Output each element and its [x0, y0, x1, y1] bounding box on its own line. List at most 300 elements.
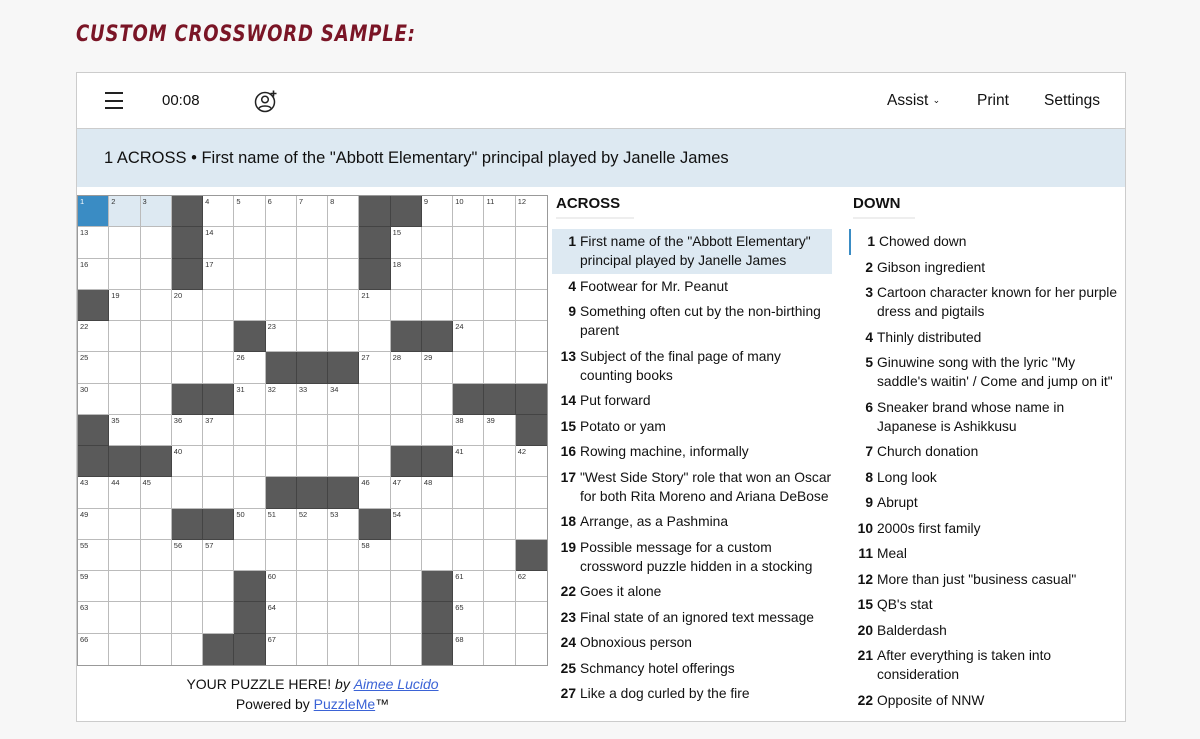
grid-cell[interactable]: [391, 227, 422, 258]
grid-cell[interactable]: [297, 321, 328, 352]
black-cell: [328, 352, 359, 383]
grid-cell[interactable]: [453, 259, 484, 290]
grid-cell[interactable]: [266, 415, 297, 446]
clue-number: 20: [857, 622, 873, 638]
grid-cell[interactable]: [78, 509, 109, 540]
clue-number: 4: [865, 329, 873, 345]
down-clue[interactable]: [849, 229, 1125, 255]
down-clue-list: [849, 195, 1125, 713]
down-clue[interactable]: [849, 516, 1125, 542]
cell-number: 32: [267, 384, 276, 394]
grid-cell[interactable]: [359, 571, 390, 602]
grid-cell[interactable]: [234, 196, 265, 227]
black-cell: [391, 196, 422, 227]
grid-cell[interactable]: [359, 602, 390, 633]
grid-cell[interactable]: [109, 602, 140, 633]
cell-number: 66: [80, 634, 89, 644]
grid-cell[interactable]: [453, 290, 484, 321]
grid-cell[interactable]: [172, 571, 203, 602]
grid-cell[interactable]: [78, 259, 109, 290]
grid-cell[interactable]: [234, 259, 265, 290]
grid-cell[interactable]: [516, 352, 547, 383]
black-cell: [516, 415, 547, 446]
grid-cell[interactable]: [516, 321, 547, 352]
grid-cell[interactable]: [172, 415, 203, 446]
grid-cell[interactable]: [141, 321, 172, 352]
across-clue[interactable]: [552, 681, 832, 707]
grid-cell[interactable]: [141, 259, 172, 290]
grid-cell[interactable]: [109, 259, 140, 290]
clue-text: Schmancy hotel offerings: [580, 660, 735, 676]
across-clue[interactable]: [552, 414, 832, 440]
grid-cell[interactable]: [141, 384, 172, 415]
grid-cell[interactable]: [391, 634, 422, 665]
grid-cell[interactable]: [328, 602, 359, 633]
grid-cell[interactable]: [391, 602, 422, 633]
grid-cell[interactable]: [78, 602, 109, 633]
grid-cell[interactable]: [391, 352, 422, 383]
grid-cell[interactable]: [453, 571, 484, 602]
grid-cell[interactable]: [453, 352, 484, 383]
grid-cell[interactable]: [328, 540, 359, 571]
grid-cell[interactable]: [391, 290, 422, 321]
grid-cell[interactable]: [203, 259, 234, 290]
down-clue[interactable]: [849, 465, 1125, 491]
grid-cell[interactable]: [203, 446, 234, 477]
down-clue[interactable]: [849, 643, 1125, 688]
grid-cell[interactable]: [484, 321, 515, 352]
add-user-icon[interactable]: [254, 89, 278, 113]
grid-cell[interactable]: [141, 509, 172, 540]
cell-number: 48: [423, 478, 433, 488]
grid-cell[interactable]: [484, 259, 515, 290]
grid-cell[interactable]: [453, 634, 484, 665]
across-clue[interactable]: [552, 388, 832, 414]
down-clue[interactable]: [849, 395, 1125, 440]
down-clue[interactable]: [849, 567, 1125, 593]
grid-cell[interactable]: [141, 196, 172, 227]
grid-cell[interactable]: [516, 509, 547, 540]
grid-cell[interactable]: [359, 415, 390, 446]
grid-cell[interactable]: [359, 352, 390, 383]
grid-cell[interactable]: [172, 352, 203, 383]
grid-cell[interactable]: [172, 602, 203, 633]
cell-number: 63: [80, 603, 89, 613]
grid-cell[interactable]: [453, 415, 484, 446]
grid-cell[interactable]: [484, 540, 515, 571]
grid-cell[interactable]: [391, 540, 422, 571]
clue-number: 21: [857, 648, 873, 663]
cell-number: 45: [142, 478, 151, 488]
grid-cell[interactable]: [453, 227, 484, 258]
grid-cell[interactable]: [453, 477, 484, 508]
across-clue[interactable]: [552, 656, 832, 682]
grid-cell[interactable]: [109, 634, 140, 665]
powered-by-label: Powered by: [235, 696, 310, 712]
clue-number: 13: [560, 348, 576, 364]
grid-cell[interactable]: [109, 509, 140, 540]
grid-cell[interactable]: [78, 540, 109, 571]
across-clue[interactable]: [552, 630, 832, 656]
grid-cell[interactable]: [516, 196, 547, 227]
cell-number: 58: [361, 540, 370, 550]
black-cell: [422, 634, 453, 665]
page-title: CUSTOM CROSSWORD SAMPLE:: [76, 22, 416, 47]
grid-cell[interactable]: [359, 477, 390, 508]
grid-cell[interactable]: [453, 509, 484, 540]
grid-cell[interactable]: [484, 446, 515, 477]
puzzle-credits: [77, 674, 548, 714]
grid-cell[interactable]: [391, 571, 422, 602]
cell-number: 26: [236, 353, 245, 363]
grid-cell[interactable]: [266, 196, 297, 227]
grid-cell[interactable]: [453, 196, 484, 227]
grid-cell[interactable]: [203, 540, 234, 571]
grid-cell[interactable]: [109, 321, 140, 352]
crossword-grid[interactable]: [77, 195, 548, 666]
grid-cell[interactable]: [78, 477, 109, 508]
grid-cell[interactable]: [172, 290, 203, 321]
grid-cell[interactable]: [266, 571, 297, 602]
grid-cell[interactable]: [359, 290, 390, 321]
grid-cell[interactable]: [516, 446, 547, 477]
black-cell: [203, 634, 234, 665]
grid-cell[interactable]: [516, 477, 547, 508]
grid-cell[interactable]: [297, 384, 328, 415]
grid-cell[interactable]: [266, 384, 297, 415]
clue-text: 2000s first family: [877, 520, 981, 536]
grid-cell[interactable]: [484, 196, 515, 227]
grid-cell[interactable]: [234, 290, 265, 321]
across-clue[interactable]: [552, 579, 832, 605]
grid-cell[interactable]: [422, 384, 453, 415]
down-clue[interactable]: [849, 350, 1125, 395]
across-clue[interactable]: [552, 274, 832, 300]
cell-number: 53: [330, 509, 339, 519]
grid-cell[interactable]: [266, 509, 297, 540]
grid-cell[interactable]: [172, 634, 203, 665]
grid-cell[interactable]: [484, 634, 515, 665]
down-clue[interactable]: [849, 541, 1125, 567]
grid-cell[interactable]: [484, 477, 515, 508]
grid-cell[interactable]: [297, 290, 328, 321]
black-cell: [109, 446, 140, 477]
puzzleme-link[interactable]: PuzzleMe: [313, 696, 376, 712]
down-clue[interactable]: [849, 592, 1125, 618]
grid-cell[interactable]: [328, 259, 359, 290]
clue-number: 2: [865, 259, 873, 275]
grid-cell[interactable]: [297, 446, 328, 477]
across-clue[interactable]: [552, 535, 832, 580]
black-cell: [172, 509, 203, 540]
grid-cell[interactable]: [391, 509, 422, 540]
grid-cell[interactable]: [78, 321, 109, 352]
grid-cell[interactable]: [234, 352, 265, 383]
clue-text: Sneaker brand whose name in Japanese is Ashikkusu: [877, 399, 1065, 434]
grid-cell[interactable]: [141, 290, 172, 321]
grid-cell[interactable]: [141, 602, 172, 633]
grid-cell[interactable]: [422, 509, 453, 540]
grid-cell[interactable]: [297, 196, 328, 227]
grid-cell[interactable]: [78, 227, 109, 258]
grid-cell[interactable]: [234, 540, 265, 571]
across-clue-list: [552, 195, 832, 707]
assist-menu-button[interactable]: [887, 92, 940, 110]
grid-cell[interactable]: [516, 634, 547, 665]
grid-cell[interactable]: [141, 227, 172, 258]
grid-cell[interactable]: [359, 321, 390, 352]
grid-cell[interactable]: [359, 634, 390, 665]
print-button[interactable]: Print: [977, 92, 1009, 109]
grid-cell[interactable]: [203, 290, 234, 321]
grid-cell[interactable]: [203, 415, 234, 446]
grid-cell[interactable]: [297, 602, 328, 633]
grid-cell[interactable]: [328, 571, 359, 602]
grid-cell[interactable]: [141, 634, 172, 665]
grid-cell[interactable]: [109, 415, 140, 446]
grid-cell[interactable]: [141, 352, 172, 383]
clue-number: 22: [857, 692, 873, 708]
grid-cell[interactable]: [266, 227, 297, 258]
grid-cell[interactable]: [297, 540, 328, 571]
hamburger-menu-icon[interactable]: [105, 92, 123, 109]
grid-cell[interactable]: [297, 509, 328, 540]
grid-cell[interactable]: [172, 477, 203, 508]
across-clue[interactable]: [552, 465, 832, 510]
black-cell: [359, 259, 390, 290]
grid-cell[interactable]: [516, 290, 547, 321]
grid-cell[interactable]: [328, 415, 359, 446]
cell-number: 62: [517, 572, 527, 582]
grid-cell[interactable]: [328, 321, 359, 352]
grid-cell[interactable]: [391, 259, 422, 290]
grid-cell[interactable]: [109, 290, 140, 321]
grid-cell[interactable]: [297, 259, 328, 290]
down-clue[interactable]: [849, 255, 1125, 281]
grid-cell[interactable]: [266, 321, 297, 352]
grid-cell[interactable]: [141, 415, 172, 446]
grid-cell[interactable]: [234, 384, 265, 415]
toolbar: [77, 73, 1125, 129]
grid-cell[interactable]: [391, 384, 422, 415]
grid-cell[interactable]: [109, 540, 140, 571]
grid-cell[interactable]: [484, 571, 515, 602]
grid-cell[interactable]: [266, 634, 297, 665]
cell-number: 30: [80, 384, 89, 394]
cell-number: 10: [455, 197, 464, 206]
clue-number: 8: [865, 469, 873, 485]
down-clue[interactable]: [849, 280, 1125, 325]
grid-cell[interactable]: [422, 477, 453, 508]
grid-cell[interactable]: [234, 415, 265, 446]
clue-text: First name of the "Abbott Elementary" principal played by Janelle James: [580, 234, 811, 268]
grid-cell[interactable]: [422, 540, 453, 571]
grid-cell[interactable]: [516, 227, 547, 258]
grid-cell[interactable]: [328, 509, 359, 540]
across-clue[interactable]: [552, 605, 832, 631]
across-clue[interactable]: [552, 344, 832, 389]
grid-cell[interactable]: [484, 415, 515, 446]
grid-cell[interactable]: [266, 259, 297, 290]
down-clue[interactable]: [849, 325, 1125, 351]
cell-number: 60: [267, 572, 276, 582]
grid-cell[interactable]: [109, 352, 140, 383]
grid-cell[interactable]: [328, 446, 359, 477]
grid-cell[interactable]: [484, 352, 515, 383]
grid-cell[interactable]: [297, 227, 328, 258]
clue-text: Ginuwine song with the lyric "My saddle's waitin' / Come and jump on it": [877, 355, 1113, 389]
grid-cell[interactable]: [484, 602, 515, 633]
grid-cell[interactable]: [422, 227, 453, 258]
cell-number: 13: [80, 228, 89, 238]
across-clue[interactable]: [552, 509, 832, 535]
clue-number: 10: [857, 520, 873, 536]
grid-cell[interactable]: [453, 602, 484, 633]
grid-cell[interactable]: [328, 384, 359, 415]
grid-cell[interactable]: [78, 384, 109, 415]
grid-cell[interactable]: [172, 321, 203, 352]
cell-number: 29: [423, 353, 433, 363]
cell-number: 5: [236, 197, 241, 206]
black-cell: [359, 227, 390, 258]
clue-number: 16: [560, 444, 576, 459]
settings-button[interactable]: Settings: [1044, 92, 1101, 109]
grid-cell[interactable]: [234, 227, 265, 258]
grid-cell[interactable]: [422, 196, 453, 227]
clue-number: 9: [865, 495, 873, 510]
grid-cell[interactable]: [141, 477, 172, 508]
grid-cell[interactable]: [266, 602, 297, 633]
grid-cell[interactable]: [203, 321, 234, 352]
grid-cell[interactable]: [359, 446, 390, 477]
grid-cell[interactable]: [141, 571, 172, 602]
grid-cell[interactable]: [422, 415, 453, 446]
crossword-app: [76, 72, 1126, 722]
down-clue[interactable]: [849, 439, 1125, 465]
down-clue[interactable]: [849, 490, 1125, 516]
grid-cell[interactable]: [328, 227, 359, 258]
grid-cell[interactable]: [516, 602, 547, 633]
grid-cell[interactable]: [422, 352, 453, 383]
grid-cell[interactable]: [453, 540, 484, 571]
grid-cell[interactable]: [109, 227, 140, 258]
timer[interactable]: 00:08: [162, 92, 200, 109]
grid-cell[interactable]: [297, 634, 328, 665]
clue-text: "West Side Story" role that won an Oscar for both Rita Moreno and Ariana DeBose: [580, 469, 832, 504]
grid-cell[interactable]: [516, 259, 547, 290]
grid-cell[interactable]: [203, 196, 234, 227]
grid-cell[interactable]: [453, 446, 484, 477]
grid-cell[interactable]: [359, 540, 390, 571]
grid-cell[interactable]: [203, 477, 234, 508]
across-clue[interactable]: [552, 439, 832, 465]
clue-number: 12: [857, 571, 873, 587]
grid-cell[interactable]: [266, 446, 297, 477]
clue-text: More than just "business casual": [877, 571, 1077, 587]
cell-number: 57: [205, 540, 214, 550]
grid-cell[interactable]: [266, 290, 297, 321]
cell-number: 3: [142, 197, 147, 206]
author-link[interactable]: Aimee Lucido: [353, 676, 439, 692]
grid-cell[interactable]: [172, 446, 203, 477]
grid-cell[interactable]: [78, 571, 109, 602]
grid-cell[interactable]: [172, 540, 203, 571]
clue-text: Arrange, as a Pashmina: [580, 514, 729, 529]
grid-cell[interactable]: [203, 571, 234, 602]
clue-text: Rowing machine, informally: [580, 444, 749, 459]
down-clue[interactable]: [849, 618, 1125, 644]
assist-label: Assist: [887, 92, 929, 109]
trademark: ™: [375, 696, 390, 712]
grid-cell[interactable]: [141, 540, 172, 571]
grid-cell[interactable]: [484, 290, 515, 321]
puzzle-title: YOUR PUZZLE HERE!: [186, 676, 332, 692]
grid-cell[interactable]: [516, 571, 547, 602]
grid-cell[interactable]: [109, 384, 140, 415]
grid-cell[interactable]: [78, 634, 109, 665]
cell-number: 52: [298, 509, 308, 519]
clue-text: Like a dog curled by the fire: [580, 686, 750, 701]
cell-number: 7: [298, 197, 304, 206]
grid-cell[interactable]: [453, 321, 484, 352]
cell-number: 33: [298, 384, 308, 394]
black-cell: [391, 446, 422, 477]
cell-number: 41: [455, 447, 464, 457]
grid-cell[interactable]: [422, 259, 453, 290]
grid-cell[interactable]: [78, 196, 109, 227]
cell-number: 42: [517, 447, 527, 457]
clue-number: 15: [560, 418, 576, 434]
grid-cell[interactable]: [234, 446, 265, 477]
down-clue[interactable]: [849, 688, 1125, 714]
grid-cell[interactable]: [234, 477, 265, 508]
grid-cell[interactable]: [266, 540, 297, 571]
across-clue[interactable]: [552, 299, 832, 344]
black-cell: [516, 384, 547, 415]
grid-cell[interactable]: [297, 415, 328, 446]
clue-number: 23: [560, 609, 576, 625]
grid-cell[interactable]: [109, 571, 140, 602]
across-clue[interactable]: [552, 229, 832, 274]
clue-number: 1: [867, 234, 875, 249]
cell-number: 46: [361, 478, 370, 488]
grid-cell[interactable]: [422, 290, 453, 321]
grid-cell[interactable]: [297, 571, 328, 602]
grid-cell[interactable]: [203, 352, 234, 383]
clue-text: Subject of the final page of many counting books: [580, 348, 781, 383]
cell-number: 21: [361, 290, 370, 300]
grid-cell[interactable]: [203, 227, 234, 258]
grid-cell[interactable]: [328, 196, 359, 227]
grid-cell[interactable]: [234, 509, 265, 540]
grid-cell[interactable]: [203, 602, 234, 633]
clue-text: Abrupt: [877, 495, 918, 510]
clue-text: Goes it alone: [580, 584, 662, 599]
grid-cell[interactable]: [484, 227, 515, 258]
grid-cell[interactable]: [391, 477, 422, 508]
clue-number: 11: [858, 546, 873, 561]
grid-cell[interactable]: [359, 384, 390, 415]
grid-cell[interactable]: [484, 509, 515, 540]
grid-cell[interactable]: [109, 196, 140, 227]
grid-cell[interactable]: [391, 415, 422, 446]
grid-cell[interactable]: [328, 634, 359, 665]
grid-cell[interactable]: [78, 352, 109, 383]
clue-text: Opposite of NNW: [877, 692, 985, 708]
black-cell: [172, 384, 203, 415]
grid-cell[interactable]: [109, 477, 140, 508]
grid-cell[interactable]: [328, 290, 359, 321]
